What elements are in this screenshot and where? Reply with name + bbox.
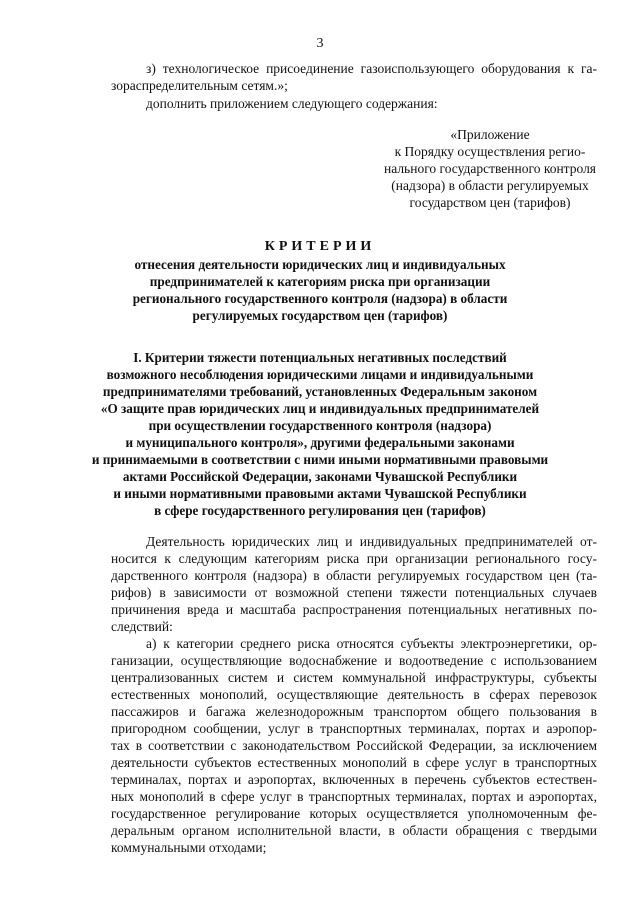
- subtitle-line-2: предпринимателей к категориям риска при организации: [149, 274, 491, 289]
- document-title: КРИТЕРИИ: [264, 239, 376, 254]
- paragraph-2-line-11: государственное регулирование которых осуществляется уполномоченным фе-: [111, 806, 597, 821]
- paragraph-2-line-13: коммунальными отходами;: [111, 840, 267, 855]
- paragraph-2-line-12: деральным органом исполнительной власти, в области обращения с твердыми: [111, 823, 597, 838]
- paragraph-1-line-6: следствий:: [111, 619, 173, 634]
- section-heading-line-5: при осуществлении государственного контроля (надзора): [148, 418, 492, 433]
- page-number: 3: [316, 36, 324, 51]
- appendix-header-line-2: к Порядку осуществления регио-: [394, 144, 586, 159]
- section-heading-line-2: возможного несоблюдения юридическими лицами и индивидуальными: [106, 367, 534, 382]
- section-heading-line-10: в сфере государственного регулирования цен (тарифов): [154, 503, 486, 518]
- paragraph-1-line-4: рифов) в зависимости от возможной степени тяжести потенциальных случаев: [111, 585, 597, 600]
- paragraph-2-line-4: естественных монополий, осуществляющие деятельность в сферах перевозок: [111, 687, 597, 702]
- paragraph-1-line-2: носится к следующим категориям риска при организации регионального госу-: [111, 551, 597, 566]
- paragraph-2-line-6: пригородном сообщении, услуг в транспортных терминалах, портах и аэропор-: [111, 721, 597, 736]
- subtitle-line-3: регионального государственного контроля (надзора) в области: [132, 291, 508, 306]
- subtitle-line-4: регулируемых государством цен (тарифов): [192, 308, 448, 323]
- section-heading-line-3: предпринимателями требований, установленных Федеральным законом: [102, 384, 538, 399]
- section-heading-line-4: «О защите прав юридических лиц и индивидуальных предпринимателей: [100, 401, 540, 416]
- section-heading-line-6: и муниципального контроля», другими федеральными законами: [125, 435, 515, 450]
- appendix-header-line-5: государством цен (тарифов): [409, 195, 571, 210]
- paragraph-1-line-3: дарственного контроля (надзора) в области регулируемых государством цен (та-: [111, 568, 597, 583]
- intro-line-1: з) технологическое присоединение газоиспользующего оборудования к га-: [146, 61, 597, 76]
- section-heading-line-9: и иными нормативными правовыми актами Чувашской Республики: [113, 486, 527, 501]
- appendix-header-line-3: нального государственного контроля: [383, 161, 597, 176]
- paragraph-2-line-2: ганизации, осуществляющие водоснабжение и водоотведение с использованием: [111, 653, 597, 668]
- intro-line-3: дополнить приложением следующего содержания:: [146, 96, 438, 111]
- paragraph-2-line-9: терминалах, портах и аэропортах, включенных в перечень субъектов естествен-: [111, 772, 597, 787]
- paragraph-2-line-1: а) к категории среднего риска относятся субъекты электроэнергетики, ор-: [146, 636, 597, 651]
- paragraph-2-line-7: тах в соответствии с законодательством Российской Федерации, за исключением: [111, 738, 597, 753]
- appendix-header-line-4: (надзора) в области регулируемых: [391, 178, 589, 193]
- paragraph-2-line-10: ных монополий в сфере услуг в транспортных терминалах, портах и аэропортах,: [111, 789, 597, 804]
- paragraph-2-line-5: пассажиров и багажа железнодорожным транспортом общего пользования в: [111, 704, 597, 719]
- intro-line-2: зораспределительным сетям.»;: [111, 78, 288, 93]
- paragraph-2-line-3: централизованных систем и систем коммунальной инфраструктуры, субъекты: [111, 670, 597, 685]
- subtitle-line-1: отнесения деятельности юридических лиц и индивидуальных: [134, 257, 506, 272]
- section-heading-line-8: актами Российской Федерации, законами Чувашской Республики: [122, 469, 518, 484]
- paragraph-2-line-8: деятельности субъектов естественных монополий в сфере услуг в транспортных: [111, 755, 597, 770]
- appendix-header-line-1: «Приложение: [450, 127, 530, 142]
- section-heading-line-1: I. Критерии тяжести потенциальных негативных последствий: [133, 350, 507, 365]
- paragraph-1-line-5: причинения вреда и масштаба распространения потенциальных негативных по-: [111, 602, 597, 617]
- paragraph-1-line-1: Деятельность юридических лиц и индивидуальных предпринимателей от-: [146, 534, 597, 549]
- section-heading-line-7: и принимаемыми в соответствии с ними иными нормативными правовыми: [91, 452, 549, 467]
